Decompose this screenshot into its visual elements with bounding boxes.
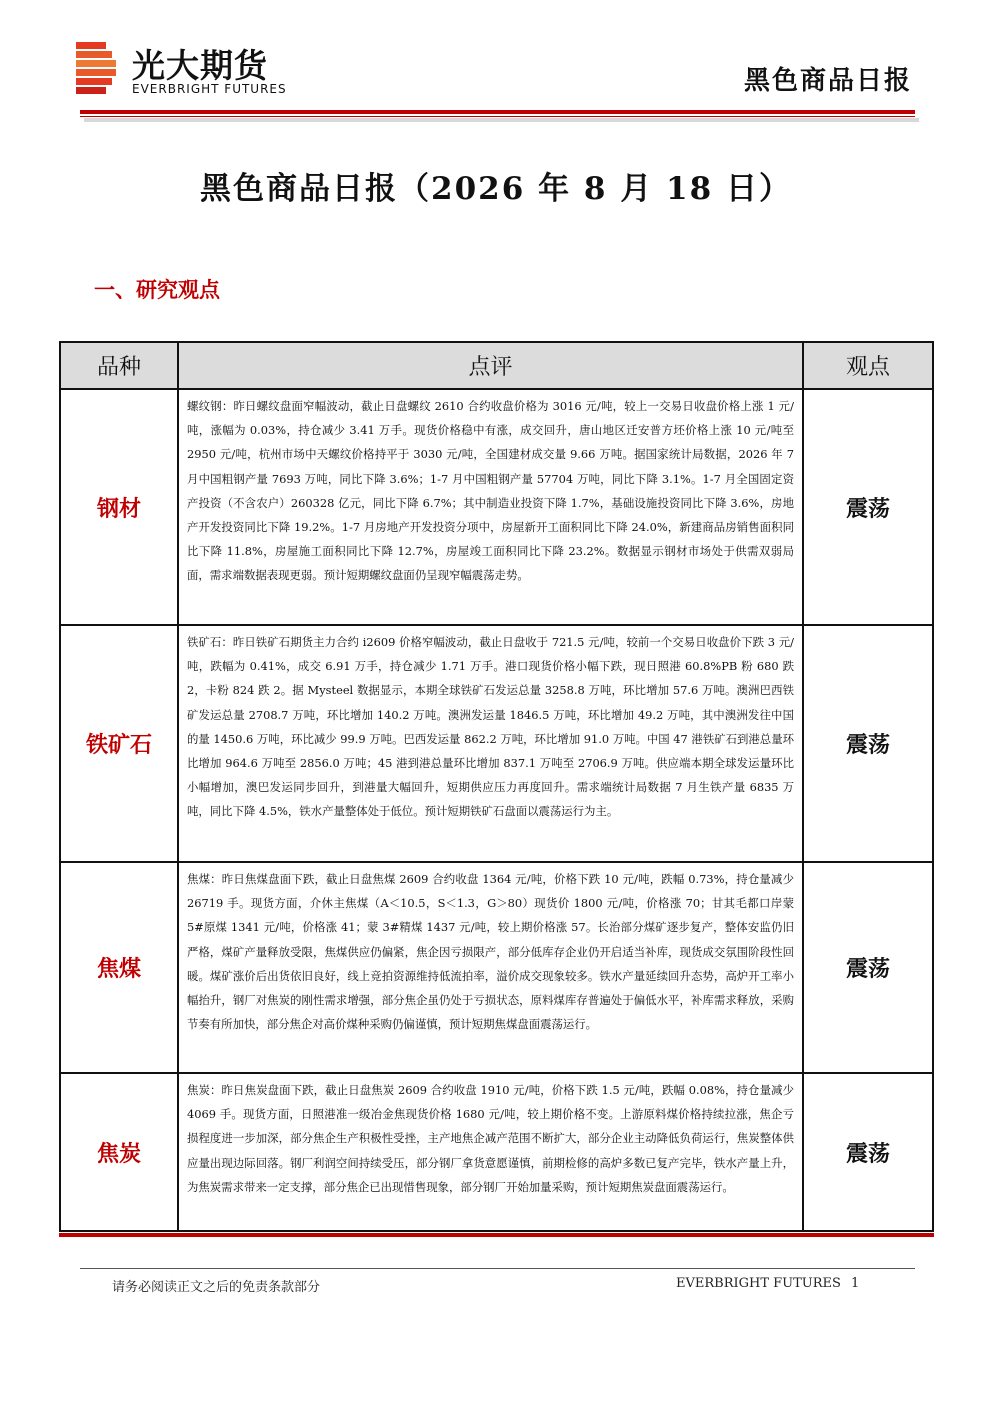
report-tag: 黑色商品日报 — [743, 66, 912, 96]
comment-cell: 焦煤：昨日焦煤盘面下跌，截止日盘焦煤 2609 合约收盘 1364 元/吨，价格下跌 10 元/吨，跌幅 0.73%，持仓量减少 26719 手。现货方面，介休主焦煤（A＜10.5，S＜1.3，G＞80）现货价 1800 元/吨，价格涨 70；甘其毛都口岸蒙 5#原煤 1341 元/吨，价格涨 41；蒙 3#精煤 1437 元/吨，较上期价格涨 57。长治部分煤矿逐步复产，整体安监仍旧严格，煤矿产量释放受限，焦煤供应仍偏紧，焦企因亏损限产，部分低库存企业仍开启适当补库，现货成交氛围阶段性回暖。煤矿涨价后出货依旧良好，线上竞拍资源维持低流拍率，溢价成交现象较多。铁水产量延续回升态势，高炉开工率小幅抬升，钢厂对焦炭的刚性需求增强，部分焦企虽仍处于亏损状态，原料煤库存普遍处于偏低水平，补库需求释放，采购节奏有所加快，部分焦企对高价煤种采购仍偏谨慎，预计短期焦煤盘面震荡运行。 — [178, 862, 803, 1073]
table-row — [60, 389, 933, 625]
header-view: 观点 — [803, 342, 933, 389]
header-rule-shadow — [84, 118, 919, 122]
variety-cell: 铁矿石 — [60, 625, 178, 862]
company-name-cn: 光大期货 — [132, 46, 268, 85]
variety-cell: 焦煤 — [60, 862, 178, 1073]
view-cell: 震荡 — [803, 389, 933, 625]
table-header-row — [60, 342, 933, 389]
footer-rule — [80, 1268, 915, 1269]
comment-cell: 焦炭：昨日焦炭盘面下跌，截止日盘焦炭 2609 合约收盘 1910 元/吨，价格下跌 1.5 元/吨，跌幅 0.08%，持仓量减少 4069 手。现货方面，日照港准一级冶金焦现货价格 1680 元/吨，较上期价格不变。上游原料煤价格持续拉涨，焦企亏损程度进一步加深，部分焦企生产积极性受挫，主产地焦企减产范围不断扩大，部分企业主动降低负荷运行，焦炭整体供应量出现边际回落。钢厂利润空间持续受压，部分钢厂拿货意愿谨慎，前期检修的高炉多数已复产完毕，铁水产量上升，为焦炭需求带来一定支撑，部分焦企已出现惜售现象，部分钢厂开始加量采购，预计短期焦炭盘面震荡运行。 — [178, 1073, 803, 1231]
table-bottom-rule — [59, 1233, 934, 1237]
table-row — [60, 862, 933, 1073]
view-cell: 震荡 — [803, 625, 933, 862]
company-name-en: EVERBRIGHT FUTURES — [132, 82, 287, 96]
header-rule-thin — [80, 116, 915, 117]
footer-disclaimer: 请务必阅读正文之后的免责条款部分 — [112, 1280, 321, 1295]
research-views-table — [59, 341, 934, 1232]
comment-cell: 螺纹钢：昨日螺纹盘面窄幅波动，截止日盘螺纹 2610 合约收盘价格为 3016 元/吨，较上一交易日收盘价格上涨 1 元/吨，涨幅为 0.03%，持仓减少 3.41 万手。现货价格稳中有涨，成交回升，唐山地区迁安普方坯价格上涨 10 元/吨至 2950 元/吨，杭州市场中天螺纹价格持平于 3030 元/吨，全国建材成交量 9.66 万吨。据国家统计局数据，2026 年 7 月中国粗钢产量 7693 万吨，同比下降 3.6%；1-7 月中国粗钢产量 57704 万吨，同比下降 3.1%。1-7 月全国固定资产投资（不含农户）260328 亿元，同比下降 6.7%；其中制造业投资下降 1.7%，基础设施投资同比下降 3.6%，房地产开发投资同比下降 19.2%。1-7 月房地产开发投资分项中，房屋新开工面积同比下降 24.0%，新建商品房销售面积同比下降 11.8%，房屋施工面积同比下降 12.7%，房屋竣工面积同比下降 23.2%。数据显示钢材市场处于供需双弱局面，需求端数据表现更弱。预计短期螺纹盘面仍呈现窄幅震荡走势。 — [178, 389, 803, 625]
everbright-logo-icon — [76, 42, 116, 98]
table-row — [60, 625, 933, 862]
footer-brand-block — [676, 1276, 859, 1291]
page-number: 1 — [850, 1276, 860, 1291]
report-title: 黑色商品日报（2026 年 8 月 18 日） — [200, 171, 792, 207]
table-row — [60, 1073, 933, 1231]
header-variety: 品种 — [60, 342, 178, 389]
variety-cell: 焦炭 — [60, 1073, 178, 1231]
header-comment: 点评 — [178, 342, 803, 389]
comment-cell: 铁矿石：昨日铁矿石期货主力合约 i2609 价格窄幅波动，截止日盘收于 721.5 元/吨，较前一个交易日收盘价下跌 3 元/吨，跌幅为 0.41%，成交 6.91 万手，持仓减少 1.71 万手。港口现货价格小幅下跌，现日照港 60.8%PB 粉 680 跌 2，卡粉 824 跌 2。据 Mysteel 数据显示，本期全球铁矿石发运总量 3258.8 万吨，环比增加 57.6 万吨。澳洲巴西铁矿发运总量 2708.7 万吨，环比增加 140.2 万吨。澳洲发运量 1846.5 万吨，环比增加 49.2 万吨，其中澳洲发往中国的量 1450.6 万吨，环比减少 99.9 万吨。巴西发运量 862.2 万吨，环比增加 91.0 万吨。中国 47 港铁矿石到港总量环比增加 964.6 万吨至 2856.0 万吨；45 港到港总量环比增加 837.1 万吨至 2706.9 万吨。供应端本期全球发运量环比小幅增加，澳巴发运同步回升，到港量大幅回升，短期供应压力再度回升。需求端统计局数据 7 月生铁产量 6835 万吨，同比下降 4.5%，铁水产量整体处于低位。预计短期铁矿石盘面以震荡运行为主。 — [178, 625, 803, 862]
footer-brand: EVERBRIGHT FUTURES — [676, 1276, 841, 1291]
header-rule — [80, 110, 915, 114]
section-heading: 一、研究观点 — [94, 277, 220, 302]
variety-cell: 钢材 — [60, 389, 178, 625]
page-header — [0, 0, 992, 125]
view-cell: 震荡 — [803, 862, 933, 1073]
view-cell: 震荡 — [803, 1073, 933, 1231]
